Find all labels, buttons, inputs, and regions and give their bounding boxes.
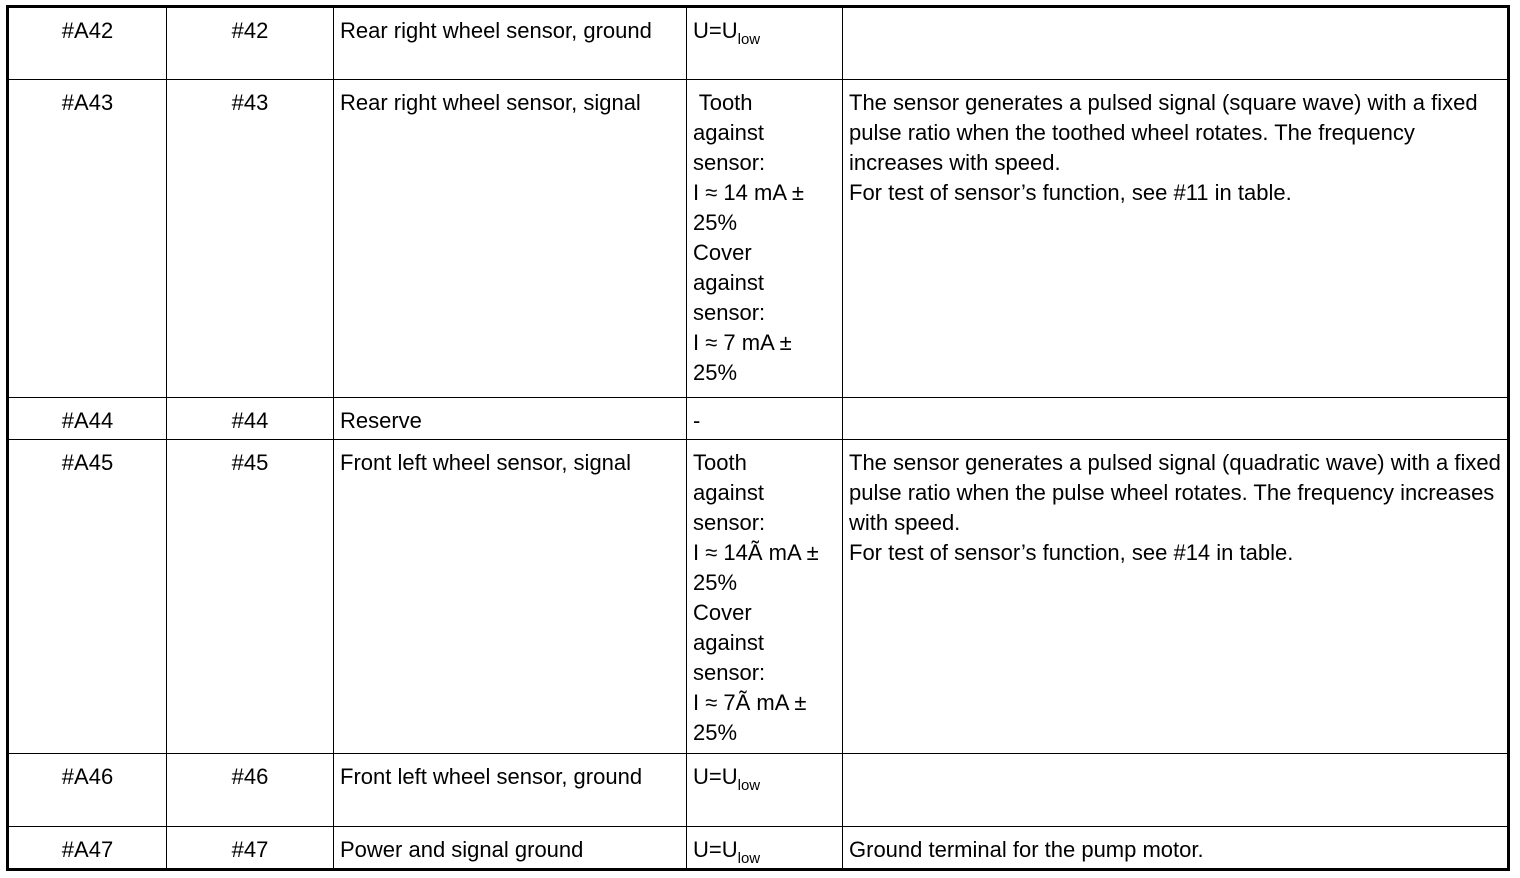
pin-number: #47: [167, 826, 334, 869]
pin-number: #44: [167, 398, 334, 440]
value-line: sensor:: [693, 300, 766, 326]
pin-description: Front left wheel sensor, signal: [334, 440, 687, 753]
notes-cell: [843, 7, 1509, 80]
table-row: [8, 398, 1509, 440]
pin-description: Power and signal ground: [334, 826, 687, 869]
value-line: I ≈ 7Ã mA ±: [693, 690, 807, 716]
value-subscript: low: [737, 849, 761, 867]
nominal-value: -: [687, 398, 843, 440]
connector-pin-code: #A44: [8, 398, 167, 440]
note-text: The sensor generates a pulsed signal (square wave) with a fixed pulse ratio when the toothed wheel rotates. The frequency increases with speed.: [849, 90, 1478, 176]
value-text: U=U: [693, 763, 738, 789]
value-line: against: [693, 630, 764, 656]
notes-cell: [843, 440, 1509, 753]
nominal-value: [687, 826, 843, 869]
value-subscript: low: [737, 31, 761, 48]
value-line: 25%: [693, 570, 738, 596]
value-subscript: low: [737, 776, 761, 794]
note-text: For test of sensor’s function, see #14 in table.: [849, 540, 1294, 566]
note-text: Ground terminal for the pump motor.: [849, 836, 1204, 862]
pin-description: Front left wheel sensor, ground: [334, 753, 687, 826]
value-line: 25%: [693, 360, 738, 386]
value-line: I ≈ 14Ã mA ±: [693, 540, 819, 566]
value-text: U=U: [693, 18, 738, 43]
value-line: Tooth: [693, 90, 753, 116]
pin-description: Rear right wheel sensor, signal: [334, 80, 687, 398]
table-row: [8, 826, 1509, 869]
pin-description: Reserve: [334, 398, 687, 440]
value-line: 25%: [693, 210, 738, 236]
notes-cell: [843, 753, 1509, 826]
nominal-value: [687, 80, 843, 398]
pin-number: #46: [167, 753, 334, 826]
connector-pin-code: #A47: [8, 826, 167, 869]
notes-cell: [843, 826, 1509, 869]
pin-number: #45: [167, 440, 334, 753]
pin-assignment-table: [6, 5, 1510, 871]
table-row: [8, 7, 1509, 80]
pin-number: #42: [167, 7, 334, 80]
table-row: [8, 753, 1509, 826]
connector-pin-code: #A46: [8, 753, 167, 826]
note-text: For test of sensor’s function, see #11 in table.: [849, 180, 1292, 206]
notes-cell: [843, 398, 1509, 440]
value-line: sensor:: [693, 660, 766, 686]
value-line: I ≈ 14 mA ±: [693, 180, 804, 206]
nominal-value: [687, 753, 843, 826]
notes-cell: [843, 80, 1509, 398]
value-line: against: [693, 270, 764, 296]
connector-pin-code: #A42: [8, 7, 167, 80]
value-line: 25%: [693, 720, 738, 746]
value-line: sensor:: [693, 150, 766, 176]
nominal-value: [687, 440, 843, 753]
pin-number: #43: [167, 80, 334, 398]
value-line: sensor:: [693, 510, 766, 536]
connector-pin-code: #A45: [8, 440, 167, 753]
table-row: [8, 440, 1509, 753]
value-line: Cover: [693, 240, 752, 266]
value-line: Cover: [693, 600, 752, 626]
value-line: against: [693, 480, 764, 506]
note-text: The sensor generates a pulsed signal (quadratic wave) with a fixed pulse ratio when the pulse wheel rotates. The frequency increases with speed.: [849, 450, 1501, 536]
value-line: Tooth: [693, 450, 747, 476]
value-line: against: [693, 120, 764, 146]
nominal-value: [687, 7, 843, 80]
value-line: I ≈ 7 mA ±: [693, 330, 792, 356]
pin-description: Rear right wheel sensor, ground: [334, 7, 687, 80]
table-row: [8, 80, 1509, 398]
value-text: U=U: [693, 836, 738, 862]
connector-pin-code: #A43: [8, 80, 167, 398]
